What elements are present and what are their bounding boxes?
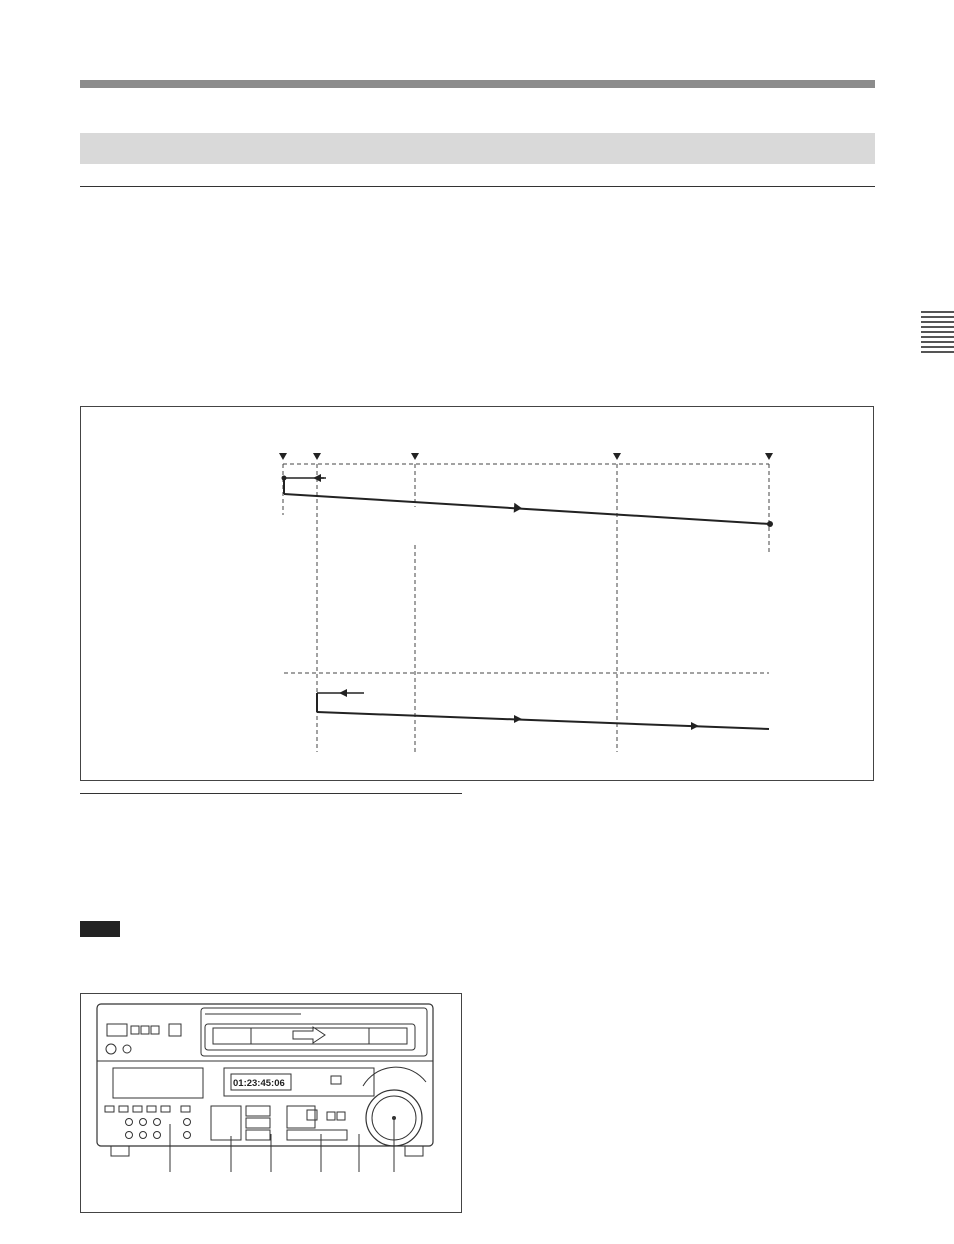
- device-illustration: [80, 993, 462, 1213]
- lower-main-track: [317, 712, 769, 729]
- marker-triangle-5: [765, 453, 773, 460]
- marker-triangle-4: [613, 453, 621, 460]
- marker-triangle-2: [313, 453, 321, 460]
- lower-forward-arrow-2: [691, 722, 699, 730]
- device-panel-svg: [81, 994, 461, 1212]
- lower-forward-arrow-1: [514, 715, 522, 723]
- section-divider: [80, 186, 875, 187]
- stacked-lines-tab-icon: [921, 311, 954, 355]
- note-badge: [80, 921, 120, 937]
- lower-back-arrow: [339, 689, 347, 697]
- timecode-display: 01:23:45:06: [233, 1078, 285, 1089]
- marker-triangle-3: [411, 453, 419, 460]
- column-divider: [80, 793, 462, 794]
- upper-forward-arrow: [514, 503, 523, 513]
- tape-direction-arrow-icon: [293, 1027, 325, 1043]
- upper-end-dot: [767, 521, 773, 527]
- marker-triangle-1: [279, 453, 287, 460]
- section-heading-band: [80, 133, 875, 164]
- header-rule: [80, 80, 875, 88]
- upper-main-track: [284, 494, 770, 524]
- timing-diagram-svg: [81, 407, 873, 780]
- timing-diagram: [80, 406, 874, 781]
